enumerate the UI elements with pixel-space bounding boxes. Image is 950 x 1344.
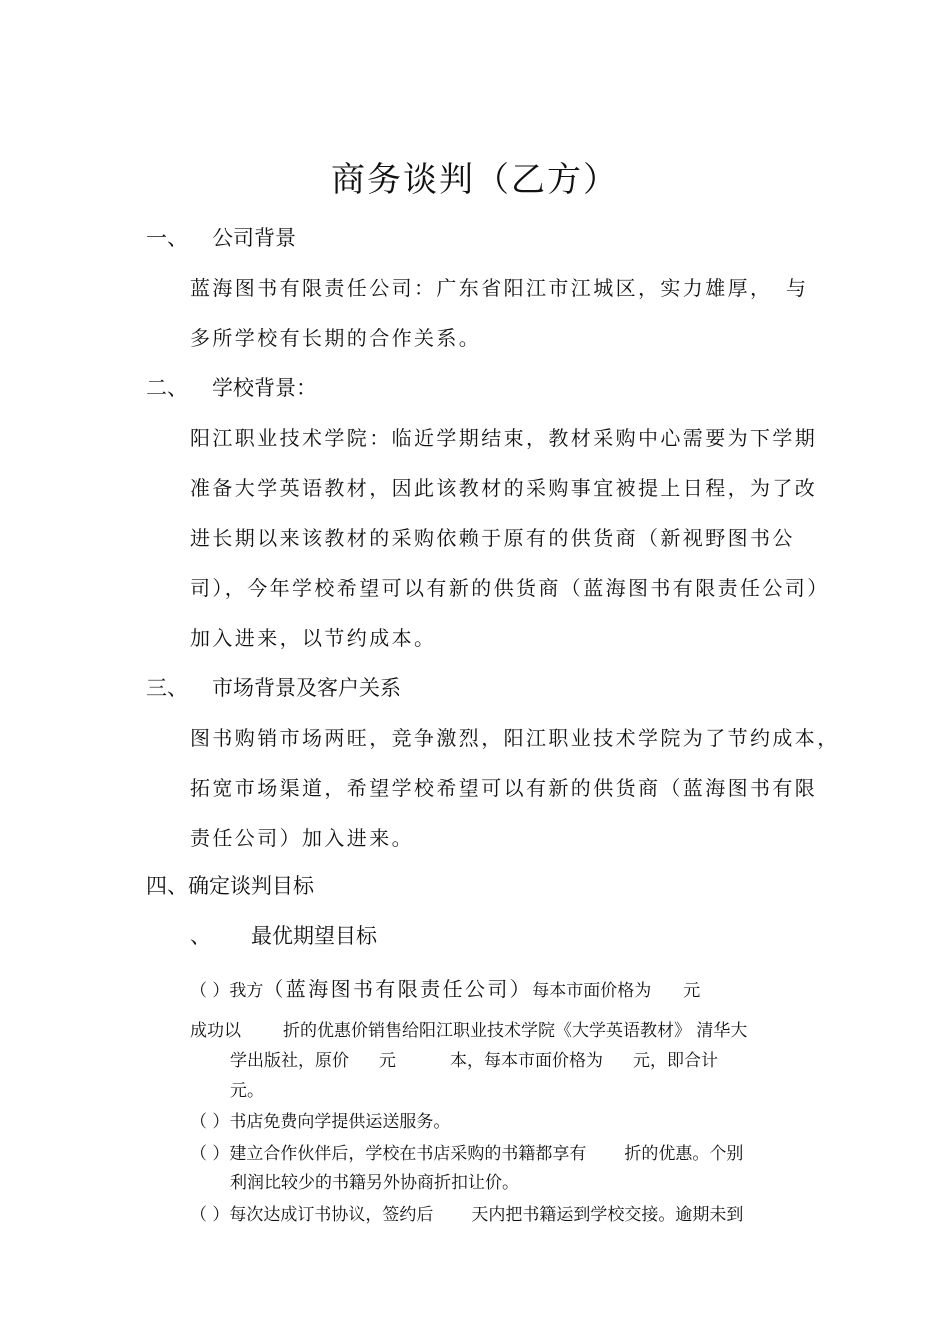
item-1-price-label: 每本市面价格为: [532, 981, 652, 1001]
item-1-party: （蓝海图书有限责任公司）: [263, 977, 533, 1001]
document-title: 商务谈判（乙方）: [331, 160, 619, 200]
section-1-title: 公司背景: [212, 226, 296, 250]
section-2-number: 二、: [146, 376, 188, 400]
item-1-total-label: 元，即合计: [633, 1051, 718, 1071]
section-4-heading: 四、确定谈判目标: [146, 874, 314, 898]
item-4-text-tail: 天内把书籍运到学校交接。逾期未到: [471, 1205, 744, 1225]
section-1-line-1: 蓝海图书有限责任公司：广东省阳江市江城区，实力雄厚，: [190, 276, 773, 300]
item-1-quantity-text: 本，每本市面价格为: [450, 1051, 603, 1071]
item-1-line-4: 元。: [230, 1081, 264, 1101]
item-4-text: （ ）每次达成订书协议，签约后: [190, 1205, 434, 1225]
section-3-heading: [146, 672, 401, 702]
sub-heading-number: 、: [190, 924, 211, 948]
section-3-line-2: 拓宽市场渠道，希望学校希望可以有新的供货商（蓝海图书有限: [190, 776, 818, 800]
section-1-heading: [146, 222, 296, 252]
item-3-line-1: [190, 1139, 743, 1164]
section-2-line-4: 司），今年学校希望可以有新的供货商（蓝海图书有限责任公司）: [190, 576, 830, 600]
section-1-line-1-tail: 与: [786, 276, 809, 300]
section-2-line-3: 进长期以来该教材的采购依赖于原有的供货商（新视野图书公: [190, 526, 795, 550]
item-4-line-1: [190, 1200, 743, 1225]
item-1-original-unit: 元: [379, 1051, 396, 1071]
item-1-label: （ ）我方: [190, 981, 264, 1001]
item-1-line-2: [190, 1016, 747, 1041]
section-2-heading: [146, 372, 317, 402]
section-3-title: 市场背景及客户关系: [212, 676, 401, 700]
section-1-line-2: 多所学校有长期的合作关系。: [190, 326, 482, 350]
section-3-number: 三、: [146, 676, 188, 700]
section-2-line-1: 阳江职业技术学院：临近学期结束，教材采购中心需要为下学期: [190, 426, 818, 450]
item-1-line-3: [230, 1046, 718, 1071]
item-1-original-price: 学出版社，原价: [230, 1051, 349, 1071]
item-3-line-2: 利润比较少的书籍另外协商折扣让价。: [230, 1173, 519, 1193]
item-1-line-1: [190, 973, 700, 1002]
item-3-text: （ ）建立合作伙伴后，学校在书店采购的书籍都享有: [190, 1144, 587, 1164]
item-1-discount-text: 折的优惠价销售给阳江职业技术学院《大学英语教材》 清华大: [283, 1021, 748, 1041]
section-2-line-5: 加入进来，以节约成本。: [190, 626, 437, 650]
item-2: （ ）书店免费向学提供运送服务。: [190, 1112, 451, 1132]
section-2-title: 学校背景：: [212, 376, 317, 400]
item-3-text-tail: 折的优惠。个别: [624, 1144, 744, 1164]
section-1-number: 一、: [146, 226, 188, 250]
sub-heading-title: 最优期望目标: [251, 924, 377, 948]
section-3-line-3: 责任公司）加入进来。: [190, 826, 414, 850]
item-1-discount-label: 成功以: [190, 1021, 241, 1041]
section-2-line-2: 准备大学英语教材，因此该教材的采购事宜被提上日程，为了改: [190, 476, 818, 500]
item-1-unit: 元: [683, 981, 701, 1001]
sub-heading: [190, 920, 377, 950]
section-3-line-1: 图书购销市场两旺，竞争激烈，阳江职业技术学院为了节约成本，: [190, 726, 840, 750]
